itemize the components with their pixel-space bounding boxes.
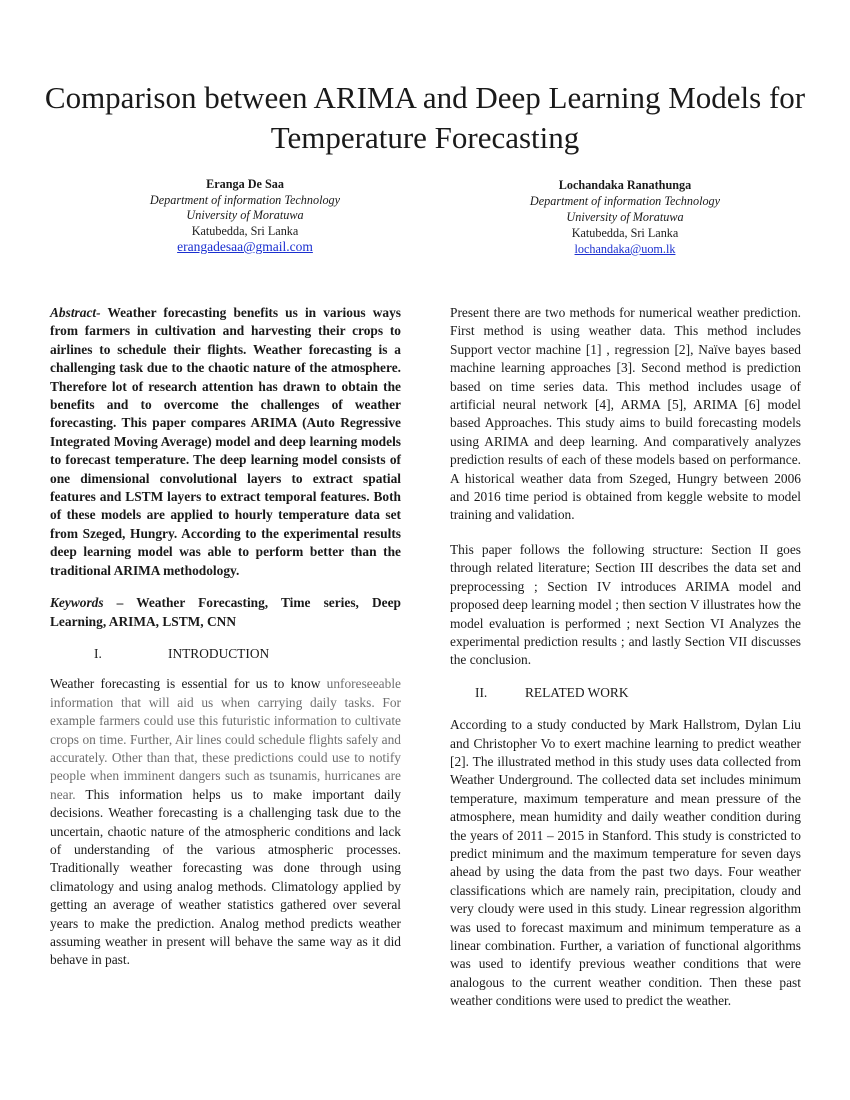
abstract (50, 304, 401, 580)
author-location: Katubedda, Sri Lanka (191, 223, 299, 238)
author-university: University of Moratuwa (186, 208, 304, 222)
author-email-link[interactable]: erangadesaa@gmail.com (177, 239, 313, 254)
related-work-paragraph: According to a study conducted by Mark Hallstrom, Dylan Liu and Christopher Vo to exert machine learning to predict weather [2]. The illustrated method in this study uses data collected from Weather Underground. The collected data set includes minimum temperature, maximum temperature and mean pressure of the atmosphere, mean humidity and daily weather condition during the years of 2011 – 2015 in Stanford. This study is constricted to predict minimum and the maximum temperature for seven days ahead by using the data from the past two days. Four weather classifications which are namely rain, precipitation, cloudy and very cloudy were used in this study. Linear regression algorithm was used to forecast maximum and minimum temperature as a linear combination. Further, a variation of functional algorithms was used to identify previous weather conditions that were analogous to the current weather condition. Then these past weather conditions were used to predict the weather. (450, 717, 801, 1009)
text-span: Weather forecasting is essential for us to know (50, 676, 327, 692)
keywords-label: Keywords (50, 595, 104, 611)
section-number: II. (475, 684, 488, 700)
section-title: INTRODUCTION (168, 645, 270, 661)
section-number: I. (94, 645, 102, 661)
abstract-text: Weather forecasting benefits us in various ways from farmers in cultivation and harvesting their crops to airlines to schedule their flights. Weather forecasting is a challenging task due to the chaotic nature of the atmosphere. Therefore lot of research attention has drawn to obtain the benefits and to overcome the challenges of weather forecasting. This paper compares ARIMA (Auto Regressive Integrated Moving Average) model and deep learning models to forecast temperature. The deep learning model consists of one dimensional convolutional layers to extract spatial features and LSTM layers to extract temporal features. Both of these models are applied to hourly temperature data set from Szeged, Hungry. According to the experimental results deep learning model was able to perform better than the traditional ARIMA methodology. (50, 305, 401, 578)
right-column (450, 304, 801, 1025)
intro-paragraph-3: This paper follows the following structure: Section II goes through related literature; Section III describes the data set and preprocessing ; Section IV introduces ARIMA model and proposed deep learning model ; then section V illustrates how the model evaluation is performed ; next Section VI Analyzes the experimental prediction results ; and lastly Section VII discusses the conclusion. (450, 541, 801, 668)
section-title: RELATED WORK (525, 684, 629, 700)
text-span-gray: unforeseeable information that will aid us when carrying daily tasks. For example farmers could use this futuristic information to cultivate crops on time. Further, Air lines could schedule flights safely and accurately. Other than that, these predictions could use to notify people when imminent dangers such as tsunamis, hurricanes are near. (50, 676, 401, 802)
text-span: This information helps us to make important daily decisions. Weather forecasting is a challenging task due to the uncertain, chaotic nature of the atmospheric conditions and lack of understanding of the various atmospheric processes. Traditionally weather forecasting was done through using climatology and using analog methods. Climatology applied by getting an average of weather statistics gathered over several years to make the prediction. Analog method predicts weather assuming weather in present will behave the same way as it did behave in past. (50, 786, 401, 968)
abstract-label: Abstract- (50, 305, 101, 320)
author-department: Department of information Technology (529, 194, 721, 208)
author-block-1 (100, 177, 390, 255)
author-block-2 (480, 177, 770, 257)
left-column (50, 304, 401, 984)
author-name: Eranga De Saa (206, 177, 284, 191)
intro-paragraph-1 (50, 675, 401, 970)
author-department: Department of information Technology (149, 192, 341, 207)
author-email-link[interactable]: lochandaka@uom.lk (574, 242, 676, 256)
section-heading-introduction (50, 645, 401, 663)
keywords (50, 594, 401, 631)
paper-title: Comparison between ARIMA and Deep Learning Models for Temperature Forecasting (44, 80, 806, 155)
section-heading-related-work (450, 684, 801, 702)
author-name: Lochandaka Ranathunga (558, 178, 692, 192)
author-location: Katubedda, Sri Lanka (571, 226, 679, 240)
author-university: University of Moratuwa (566, 210, 684, 224)
keywords-text: – Weather Forecasting, Time series, Deep Learning, ARIMA, LSTM, CNN (50, 595, 401, 629)
intro-paragraph-2: Present there are two methods for numerical weather prediction. First method is using weather data. This method includes Support vector machine [1] , regression [2], Naïve bayes based machine learning approaches [3]. Second method is prediction based on time series data. This method includes usage of artificial neural network [4], ARMA [5], ARIMA [6] model based Approaches. This study aims to build forecasting models using ARIMA and deep learning. And comparatively analyzes prediction results of each of these models based on performance. A historical weather data from Szeged, Hungry between 2006 and 2016 time period is obtained from keggle website to model training and validation. (450, 305, 801, 523)
